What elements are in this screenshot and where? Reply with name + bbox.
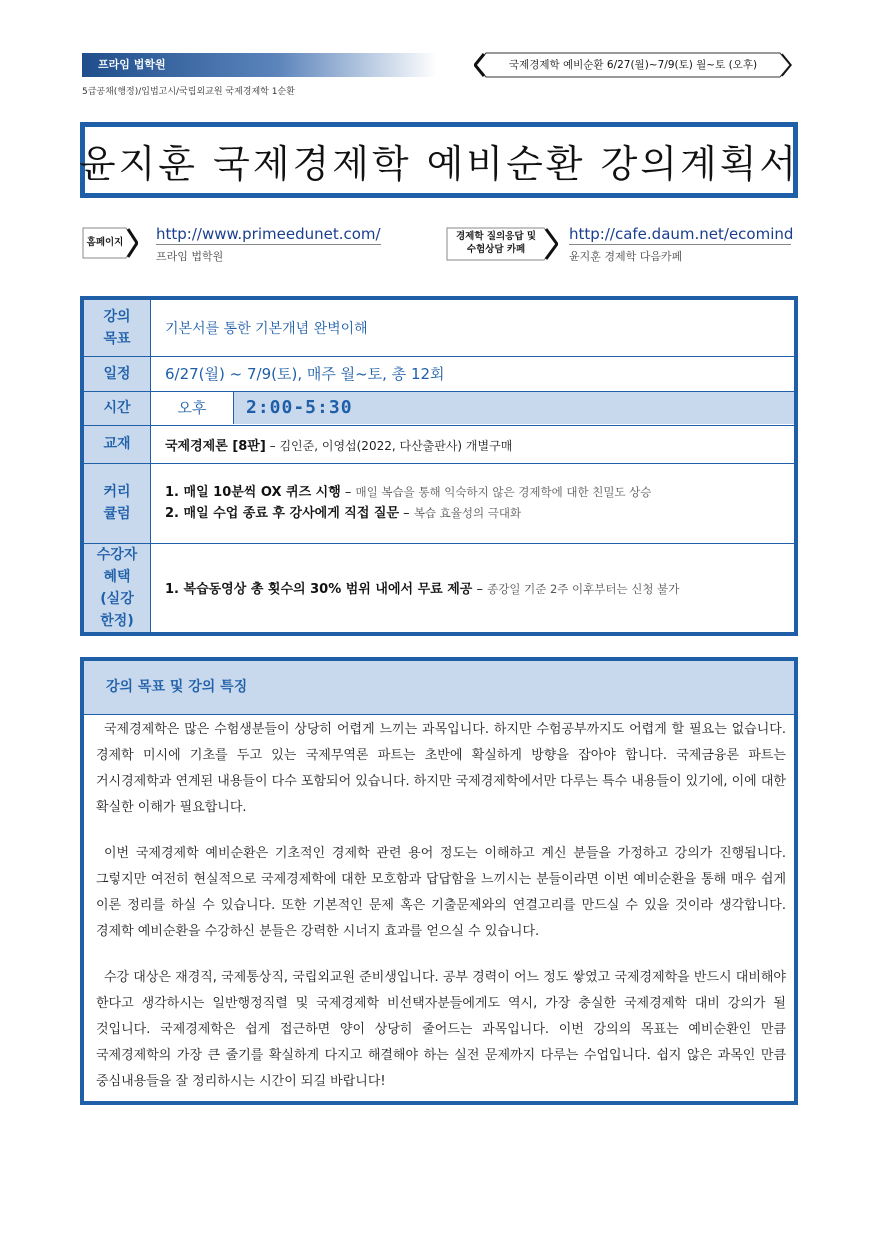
benefit-row [82,543,796,634]
section-heading: 강의 목표 및 강의 특징 [84,661,794,715]
curriculum-item-note: 매일 복습을 통해 익숙하지 않은 경제학에 대한 친밀도 상승 [355,485,652,499]
schedule-cell [151,356,797,391]
cafe-tag [446,227,558,259]
description-paragraph: 이번 국제경제학 예비순환은 기초적인 경제학 관련 용어 정도는 이해하고 계신 분들을 가정하고 강의가 진행됩니다. 그렇지만 여전히 현실적으로 국제경제학에 대한 모호함과 답답함을 느끼시는 분들이라면 이번 예비순환을 통해 매우 쉽게 이론 정리를 하실 수 있습니다. 또한 기본적인 문제 혹은 기출문제와의 연결고리를 만드실 수 있을 것이라 생각합니다. 경제학 예비순환을 수강하신 분들은 강력한 시너지 효과를 얻으실 수 있습니다. [96,846,786,939]
schedule-value: 6/27(월) ~ 7/9(토), 매주 월~토, 총 12회 [165,365,445,383]
curriculum-cell [151,463,797,543]
benefit-note: 종강일 기준 2주 이후부터는 신청 불가 [487,582,680,596]
time-period: 오후 [151,392,234,424]
textbook-cell [151,425,797,463]
course-banner-text: 국제경제학 예비순환 6/27(월)~7/9(토) 월~토 (오후) [508,59,758,71]
curriculum-item-sep: – [340,485,356,500]
time-hours: 2:00-5:30 [234,392,794,424]
org-label: 프라임 법학원 [82,53,437,77]
section-body [84,715,794,1095]
homepage-caption: 프라임 법학원 [156,250,224,263]
course-info-table [80,296,798,636]
description-paragraph: 국제경제학은 많은 수험생분들이 상당히 어렵게 느끼는 과목입니다. 하지만 수험공부까지도 어렵게 할 필요는 없습니다. 경제학 미시에 기초를 두고 있는 국제무역론 파트는 초반에 확실하게 방향을 잡아야 합니다. 국제금융론 파트는 거시경제학과 연계된 내용들이 다수 포함되어 있습니다. 하지만 국제경제학에서만 다루는 특수 내용들이 있기에, 이에 대한 확실한 이해가 필요합니다. [96,722,786,815]
goal-label [82,298,151,356]
benefit-main: 1. 복습동영상 총 횟수의 30% 범위 내에서 무료 제공 [165,582,473,597]
cafe-tag-label [446,227,546,259]
benefit-label [82,543,151,634]
cafe-tag-line2: 수험상담 카페 [466,244,526,255]
page-title: 윤지훈 국제경제학 예비순환 강의계획서 [78,141,800,186]
benefit-label-line1: 수강자 [96,546,138,563]
curriculum-label [82,463,151,543]
cafe-tag-line1: 경제학 질의응답 및 [455,231,537,242]
curriculum-item [165,503,794,524]
goal-label-line2: 목표 [103,330,131,347]
benefit-label-line3: (실강 [100,590,134,607]
benefit-sep: – [472,582,488,597]
cafe-caption: 윤지훈 경제학 다음카페 [569,250,683,263]
time-cell [151,391,797,425]
curriculum-item-note: 복습 효율성의 극대화 [413,506,522,520]
goal-row [82,298,796,356]
curriculum-row [82,463,796,543]
time-label: 시간 [82,391,151,425]
benefit-cell [151,543,797,634]
curriculum-item-sep: – [399,506,414,521]
textbook-title: 국제경제론 [8판] [165,438,266,454]
goal-label-line1: 강의 [103,308,131,325]
exam-subtitle: 5급공채(행정)/입법고시/국립외교원 국제경제학 1순환 [82,87,295,97]
textbook-detail: – 김인준, 이영섭(2022, 다산출판사) 개별구매 [265,438,513,453]
homepage-link[interactable]: http://www.primeedunet.com/ [156,225,381,243]
schedule-label: 일정 [82,356,151,391]
goal-value: 기본서를 통한 기본개념 완벽이해 [165,320,368,337]
curriculum-label-line2: 큘럼 [103,506,131,522]
cafe-link[interactable]: http://cafe.daum.net/ecomind [569,225,794,243]
benefit-label-line2: 혜택 [103,568,131,585]
homepage-tag [82,227,138,259]
curriculum-item-main: 2. 매일 수업 종료 후 강사에게 직접 질문 [165,506,400,521]
course-description-section [80,657,798,1105]
time-row [82,391,796,425]
textbook-row [82,425,796,463]
curriculum-label-line1: 커리 [103,484,131,500]
goal-cell [151,298,797,356]
schedule-row [82,356,796,391]
title-box [80,122,798,198]
homepage-tag-label: 홈페이지 [86,237,124,248]
description-paragraph: 수강 대상은 재경직, 국제통상직, 국립외교원 준비생입니다. 공부 경력이 어느 정도 쌓였고 국제경제학을 반드시 대비해야 한다고 생각하시는 일반행정직렬 및 국제경제학 비선택자분들에게도 역시, 가장 충실한 국제경제학 대비 강의가 될 것입니다. 국제경제학은 쉽게 접근하면 양이 상당히 줄어드는 과목입니다. 이번 강의의 목표는 예비순환인 만큼 국제경제학의 가장 큰 줄기를 확실하게 다지고 해결해야 하는 실전 문제까지 다루는 수업입니다. 쉽지 않은 과목인 만큼 중심내용들을 잘 정리하시는 시간이 되길 바랍니다! [96,970,786,1089]
course-banner [474,52,792,78]
textbook-label: 교재 [82,425,151,463]
curriculum-item [165,482,794,503]
curriculum-item-main: 1. 매일 10분씩 OX 퀴즈 시행 [165,485,341,500]
benefit-label-line4: 한정) [100,612,134,629]
